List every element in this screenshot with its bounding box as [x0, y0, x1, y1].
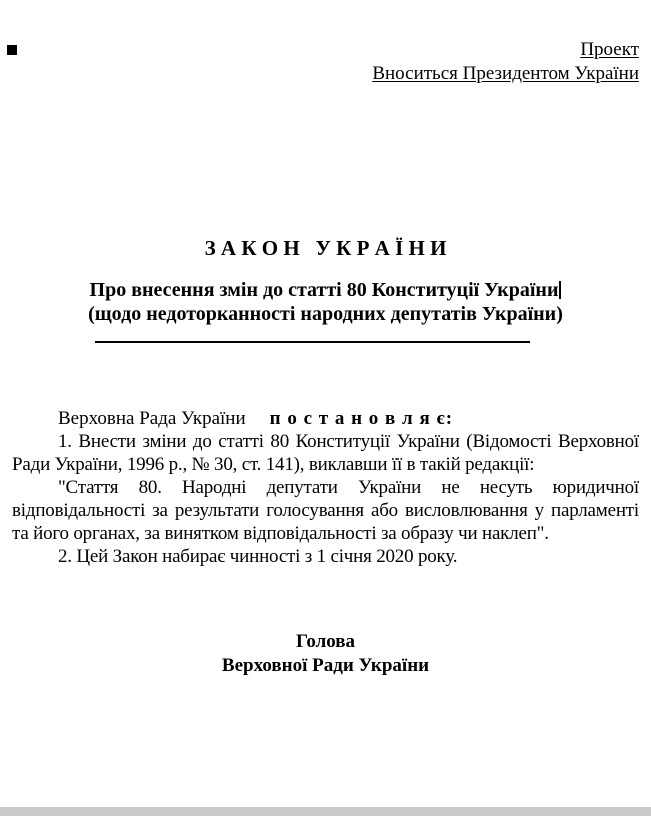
header-submitter-line: Вноситься Президентом України	[372, 63, 639, 84]
law-subject-title	[12, 278, 639, 326]
horizontal-scrollbar[interactable]	[0, 807, 651, 816]
document-header	[12, 38, 639, 86]
paragraph-quote-article-80: "Стаття 80. Народні депутати України не несуть юридичної відповідальності за результати голосування або висловлювання у парламенті та його органах, за винятком відповідальності за образу чи наклеп".	[12, 477, 639, 544]
header-project-line: Проект	[580, 39, 639, 60]
signature-line2: Верховної Ради України	[221, 655, 430, 676]
signature-line1: Голова	[295, 631, 356, 652]
law-title: З А К О Н У К Р А Ї Н И	[204, 236, 447, 260]
preamble	[12, 407, 639, 430]
title-underline-rule	[95, 341, 530, 343]
document-page[interactable]	[0, 38, 651, 678]
paragraph-item-1: 1. Внести зміни до статті 80 Конституції України (Відомості Верховної Ради України, 1996 р., № 30, ст. 141), виклавши її в такій редакції:	[12, 431, 639, 475]
signature-block	[12, 630, 639, 678]
black-square-marker	[7, 45, 17, 55]
subject-title-line1	[12, 278, 639, 302]
subject-title-line2: (щодо недоторканності народних депутатів України)	[88, 303, 563, 325]
paragraph-item-2: 2. Цей Закон набирає чинності з 1 січня 2020 року.	[58, 546, 458, 567]
subject-title-line1-text: Про внесення змін до статті 80 Конституції України	[89, 279, 559, 301]
preamble-resolves-text: п о с т а н о в л я є:	[269, 408, 454, 429]
text-caret	[559, 281, 561, 299]
preamble-normal-text: Верховна Рада України	[58, 408, 246, 429]
